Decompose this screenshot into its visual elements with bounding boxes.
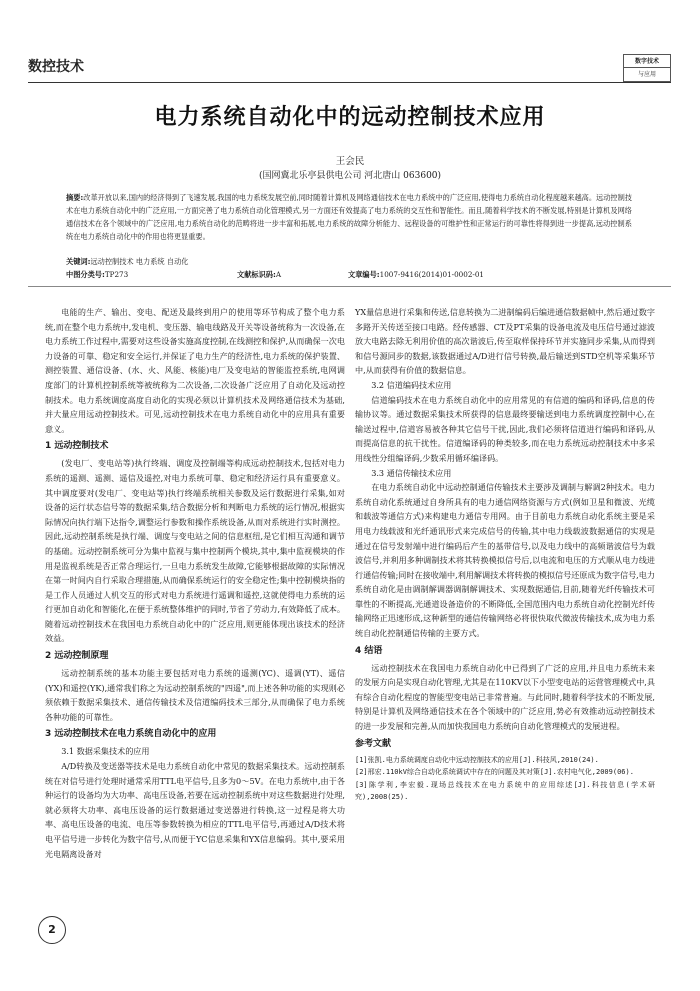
subsection-3-3-paragraph: 在电力系统自动化中远动控制通信传输技术主要涉及调制与解调2种技术。电力系统自动化系统通过自身所具有的电力通信网络资源与方式(例如卫星和微波、光缆和载波等通信方式)来构建电力通信专用网。由于目前电力系统自动化系统主要是采用电力线载波和光纤通讯形式来完成信号的传输,其中电力线载波数据通信的实现是通过在信号发射端中进行编码后产生的基带信号,以及电力线中的高频谐波信号为载波信号,并利用多种调制技术将其转换模拟信号后,以电流和电压的方式顺从电力线进行通信传输;同时在接收端中,利用解调技术将转换的模拟信号还原成为数字信号,电力系统自动化是由调制解调器调制解调技术、实现数据通信,目前,随着光纤传输技术可靠性的不断提高,光通道设备造价的不断降低,全国范围内电力系统自动化控制光纤传输网络正迅速形成,这种新型的通信传输网络必将很快取代微波传输技术,成为电力系统自动化控制通信传输的主要方式。 xyxy=(355,482,655,639)
reference-item: [1]张凯.电力系统调度自动化中远动控制技术的应用[J].科技风,2010(24). xyxy=(355,755,599,764)
article-number: 文章编号:1007-9416(2014)01-0002-01 xyxy=(348,270,484,279)
doc-code: 文献标识码:A xyxy=(237,270,282,279)
journal-logo xyxy=(623,54,671,82)
subsection-3-2-paragraph: 信道编码技术在电力系统自动化中的应用常见的有信道的编码和译码,信息的传输协议等。通过数据采集技术所获得的信息最终要输送到电力系统调度控制中心,在输送过程中,信道容易被各种其它信号干扰,因此,我们必须将信道进行编码和译码,从而提高信息的抗干扰性。信道编译码的种类较多,而在电力系统远动控制技术中多采用线性分组编译码,少数采用循环编译码。 xyxy=(355,394,655,463)
page-number: 2 xyxy=(38,916,66,944)
logo-top-text: 数字技术 xyxy=(624,55,670,68)
subsection-heading-3-1: 3.1 数据采集技术的应用 xyxy=(61,746,150,757)
continued-paragraph: YX量信息进行采集和传送,信息转换为二进制编码后编进通信数据帧中,然后通过数字多路开关传送至接口电路。经传感器、CT及PT采集的设备电流及电压信号通过滤波放大电路去除无利用价值的高次谐波后,传至取样保持环节并实施同步采集,从而得到和信号源同步的数据,该数据通过A/D进行信号转换,最后输送到STD空机等采集环节中,从而获得有价值的数据信息。 xyxy=(355,307,655,376)
keywords xyxy=(66,255,632,268)
references-heading: 参考文献 xyxy=(355,738,392,749)
section-2-paragraph: 远动控制系统的基本功能主要包括对电力系统的遥测(YC)、遥调(YT)、遥信(YX)和遥控(YK),通常我们称之为远动控制系统的"四遥",而上述各种功能的实现则必须依赖于数据采集技术、通信传输技术及信道编码技术三部分,从而确保了电力系统各种功能的可靠性。 xyxy=(45,668,345,722)
section-heading-1: 1 远动控制技术 xyxy=(45,441,109,452)
abstract-label: 摘要: xyxy=(66,193,84,202)
subsection-3-1-paragraph: A/D转换及变送器等技术是电力系统自动化中常见的数据采集技术。远动控制系统在对信号进行处理时通常采用TTL电平信号,且多为0～5V。在电力系统中,由于各种运行的设备均为大功率、高电压设备,若要在远动控制系统中对这些数据进行处理,就必须将大功率、高电压设备的运行数据通过变送器进行转换,这一过程是将大功率、高电压设备的电流、电压等参数转换为相应的TTL电平信号,再通过A/D技术将电平信号进一步转化为数字信号,从而便于YC信息采集和YX信息编码。其中,要采用光电隔离设备对 xyxy=(45,761,345,859)
article-title: 电力系统自动化中的远动控制技术应用 xyxy=(154,105,546,130)
reference-item: [2]邢宏.110kV综合自动化系统调试中存在的问题及其对策[J].农村电气化,2009(06). xyxy=(355,768,634,777)
page-header xyxy=(28,56,671,82)
intro-paragraph: 电能的生产、输出、变电、配送及最终到用户的使用等环节构成了整个电力系统,而在整个电力系统中,发电机、变压器、输电线路及开关等设备统称为一次设备,在电力系统工作过程中,需要对这些设备实施高度控制,在线测控和保护,从而确保一次电力设备的可靠、稳定和安全运行,并保证了电力生产的经济性,电力系统的保护装置、测控装置、通信设备、(水、火、风能、核能)电厂及变电站的智能监控系统,电网调度部门的计算机控制系统等被统称为二次设备,二次设备广泛应用了自动化及远动控制技术。电力系统调度高度自动化的实现必须以计算机技术及网络通信技术为基础,并大量应用远动控制技术。可见,远动控制技术在电力系统自动化中的应用具有重要意义。 xyxy=(45,307,345,434)
section-heading-2: 2 远动控制原理 xyxy=(45,651,109,662)
logo-bottom-text: 与应用 xyxy=(637,71,656,78)
header-rule xyxy=(28,82,671,83)
clc-number: 中图分类号:TP273 xyxy=(66,270,129,279)
conclusion-paragraph: 远动控制技术在我国电力系统自动化中已得到了广泛的应用,并且电力系统未来的发展方向是实现自动化管理,尤其是在110KV以下小型变电站的运营管理模式中,具有综合自动化程度的智能型变电站已非常普遍。与此同时,随着科学技术的不断发展,特别是计算机及网络通信技术在各个领域中的广泛应用,势必有效推动远动控制技术的进一步发展和完善,从而加快我国电力系统向自动化管理模式的发展进程。 xyxy=(355,662,655,732)
abstract xyxy=(66,191,632,243)
left-column xyxy=(45,305,345,861)
section-heading-3: 3 远动控制技术在电力系统自动化中的应用 xyxy=(45,729,217,740)
reference-item: [3]陈学利,李宏毅.现场总线技术在电力系统中的应用综述[J].科技信息(学术研究),2008(25). xyxy=(355,780,655,802)
author: 王会民 xyxy=(335,156,365,167)
section-heading-4: 4 结语 xyxy=(355,645,383,656)
keywords-label: 关键词: xyxy=(66,257,91,266)
subsection-heading-3-2: 3.2 信道编码技术应用 xyxy=(371,379,452,390)
affiliation: (国网冀北乐亭县供电公司 河北唐山 063600) xyxy=(258,171,442,181)
keywords-text: 远动控制技术 电力系统 自动化 xyxy=(90,257,189,266)
subsection-heading-3-3: 3.3 通信传输技术应用 xyxy=(371,467,452,478)
section-label: 数控技术 xyxy=(28,59,84,75)
right-column xyxy=(355,305,655,804)
abstract-text: 改革开放以来,国内的经济得到了飞速发展,我国的电力系统发展空前,同时随着计算机及网络通信技术在电力系统中的广泛应用,使得电力系统自动化程度越来越高。远动控制技术在电力系统自动化中的广泛应用,一方面完善了电力系统自动化管理模式,另一方面还有效提高了电力系统的交互性和智能性。而且,随着科学技术的不断发展,特别是计算机及网络通信技术在各个领域中的广泛应用,电力系统自动化的范畴将进一步丰富和拓展,电力系统的故障分析能力、远程设备的可维护性和正常运行的可靠性将得到进一步提高,远动控制系统在电力系统自动化中的作用也将更显重要。 xyxy=(66,193,632,241)
meta-rule xyxy=(28,286,671,287)
section-1-paragraph: (发电厂、变电站等)执行终端、调度及控制端等构成远动控制技术,包括对电力系统的遥测、遥测、遥信及遥控,对电力系统可靠、稳定和经济运行具有重要意义。其中调度要对(发电厂、变电站等)执行终端系统相关参数及运行数据进行采集,如对设备的运行状态信号等的数据采集,结合数据分析和判断电力系统的运行情况,根据实际情况向执行端下达指令,调整运行参数和操作系统设备,从而对系统进行实时测控。因此,远动控制系统是执行端、调度与变电站之间的信息枢纽,是它们相互沟通和调节的基础。远动控制系统可分为集中监视与集中控制两个模块,其中,集中监视模块的作用是监视系统是否正常合理运行,一旦电力系统发生故障,它能够根据故障的实际情况在第一时间内自行采取合理措施,从而确保系统运行的安全稳定性;集中控制模块指的是工作人员通过人机交互的形式对电力系统进行遥调和遥控,这就使得电力系统的运行更加自动化和智能化,在便于系统整体维护的同时,节省了劳动力,有效降低了成本。随着远动控制技术在我国电力系统自动化中的广泛应用,则更能体现出该技术的经济效益。 xyxy=(45,458,345,644)
